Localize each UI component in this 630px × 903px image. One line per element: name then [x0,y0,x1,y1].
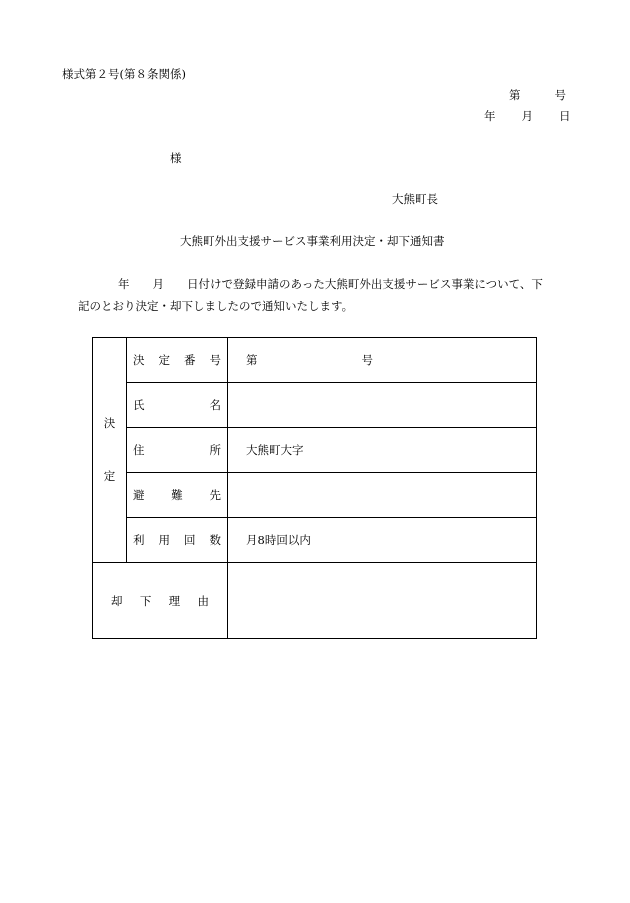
rejection-reason-field[interactable] [228,563,537,639]
table-row [93,563,537,639]
issue-date [484,111,571,123]
body-line-1: 年 月 日付けで登録申請のあった大熊町外出支援サービス事業について、下 [118,277,543,291]
evacuation-label: 避 難 先 [127,473,228,518]
rejection-reason-label: 却 下 理 由 [93,563,228,639]
ref-dai: 第 [509,88,521,102]
table-row [93,518,537,563]
name-field[interactable] [228,383,537,428]
usage-count-label: 利 用 回 数 [127,518,228,563]
address-label: 住 所 [127,428,228,473]
document-title: 大熊町外出支援サービス事業利用決定・却下通知書 [180,234,445,248]
address-field[interactable]: 大熊町大字 [228,428,537,473]
decision-group-label [93,338,127,563]
body-line-2: 記のとおり決定・却下しましたので通知いたします。 [78,299,354,313]
issuer: 大熊町長 [392,192,438,206]
form-number: 様式第２号(第８条関係) [62,67,186,81]
decnum-dai: 第 [246,353,258,367]
decision-table [92,337,537,639]
table-row [93,473,537,518]
table-row [93,428,537,473]
decnum-go: 号 [361,353,373,367]
date-day: 日 [559,109,571,123]
ref-go: 号 [554,88,566,102]
name-label: 氏 名 [127,383,228,428]
decision-number-field[interactable] [228,338,537,383]
decision-number-label: 決 定 番 号 [127,338,228,383]
usage-count-field[interactable]: 月8時回以内 [228,518,537,563]
date-month: 月 [521,109,533,123]
addressee: 様 [170,151,182,165]
group-char: 定 [103,469,116,483]
group-char: 決 [103,415,116,430]
evacuation-field[interactable] [228,473,537,518]
table-row [93,338,537,383]
table-row [93,383,537,428]
date-year: 年 [484,109,496,123]
reference-number [509,90,566,102]
